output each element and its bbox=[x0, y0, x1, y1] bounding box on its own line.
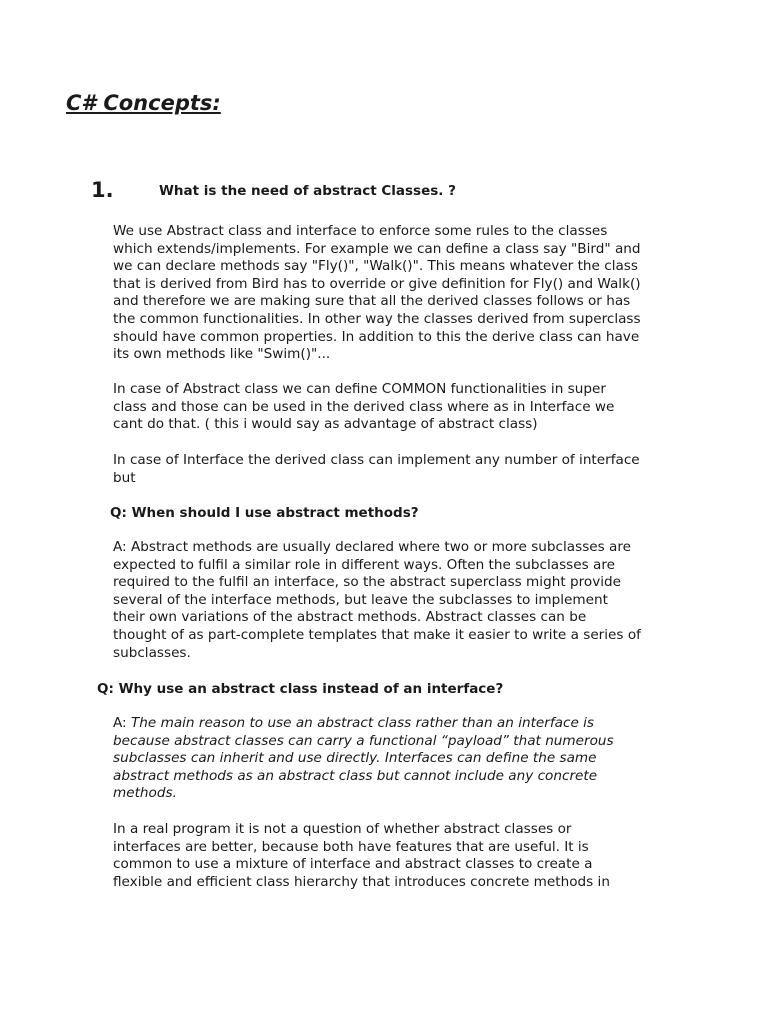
text-line: we can declare methods say "Fly()", "Walk()". This means whatever the class bbox=[113, 258, 638, 275]
text-line: expected to fulfil a similar role in different ways. Often the subclasses are bbox=[113, 556, 616, 573]
text-line: several of the interface methods, but leave the subclasses to implement bbox=[113, 591, 608, 608]
text-line bbox=[113, 715, 614, 733]
answer-paragraph-2 bbox=[113, 381, 614, 434]
italic-text: The main reason to use an abstract class rather than an interface is bbox=[130, 715, 594, 731]
text-line: subclasses can inherit and use directly. Interfaces can define the same bbox=[113, 750, 597, 767]
answer-prefix: A: bbox=[113, 715, 131, 731]
question-number: 1. bbox=[91, 178, 114, 202]
text-line: cant do that. ( this i would say as advantage of abstract class) bbox=[113, 416, 538, 433]
text-line: because abstract classes can carry a functional “payload” that numerous bbox=[113, 732, 614, 749]
text-line: A: Abstract methods are usually declared where two or more subclasses are bbox=[113, 539, 632, 555]
text-line: In a real program it is not a question of whether abstract classes or bbox=[113, 821, 572, 837]
answer-paragraph bbox=[113, 715, 614, 803]
text-line: flexible and efficient class hierarchy that introduces concrete methods in bbox=[113, 873, 610, 890]
answer-paragraph bbox=[113, 821, 610, 891]
text-line: their own variations of the abstract methods. Abstract classes can be bbox=[113, 609, 587, 626]
text-line: subclasses. bbox=[113, 644, 191, 661]
text-line: In case of Abstract class we can define COMMON functionalities in super bbox=[113, 381, 606, 397]
answer-paragraph-3 bbox=[113, 452, 640, 487]
answer-paragraph bbox=[113, 539, 641, 662]
text-line: interfaces are better, because both have features that are useful. It is bbox=[113, 838, 589, 855]
text-line: thought of as part-complete templates that make it easier to write a series of bbox=[113, 626, 641, 643]
text-line: and therefore we are making sure that all the derived classes follows or has bbox=[113, 293, 631, 310]
text-line: but bbox=[113, 469, 136, 486]
text-line: that is derived from Bird has to override or give definition for Fly() and Walk() bbox=[113, 275, 641, 292]
question-heading: Q: Why use an abstract class instead of an interface? bbox=[97, 681, 504, 697]
text-line: which extends/implements. For example we can define a class say "Bird" and bbox=[113, 240, 641, 257]
text-line: the common functionalities. In other way the classes derived from superclass bbox=[113, 310, 641, 327]
text-line: class and those can be used in the derived class where as in Interface we bbox=[113, 398, 615, 415]
text-line: We use Abstract class and interface to enforce some rules to the classes bbox=[113, 223, 608, 239]
text-line: required to the fulfil an interface, so the abstract superclass might provide bbox=[113, 574, 622, 591]
question-heading: What is the need of abstract Classes. ? bbox=[159, 183, 456, 199]
text-line: should have common properties. In addition to this the derive class can have bbox=[113, 328, 640, 345]
question-heading: Q: When should I use abstract methods? bbox=[110, 505, 419, 521]
text-line: methods. bbox=[113, 785, 177, 802]
text-line: In case of Interface the derived class can implement any number of interface bbox=[113, 452, 640, 468]
answer-paragraph-1 bbox=[113, 223, 641, 364]
text-line: its own methods like "Swim()"... bbox=[113, 346, 331, 363]
page-title: C# Concepts: bbox=[66, 91, 221, 115]
text-line: common to use a mixture of interface and abstract classes to create a bbox=[113, 856, 593, 873]
text-line: abstract methods as an abstract class but cannot include any concrete bbox=[113, 767, 598, 784]
